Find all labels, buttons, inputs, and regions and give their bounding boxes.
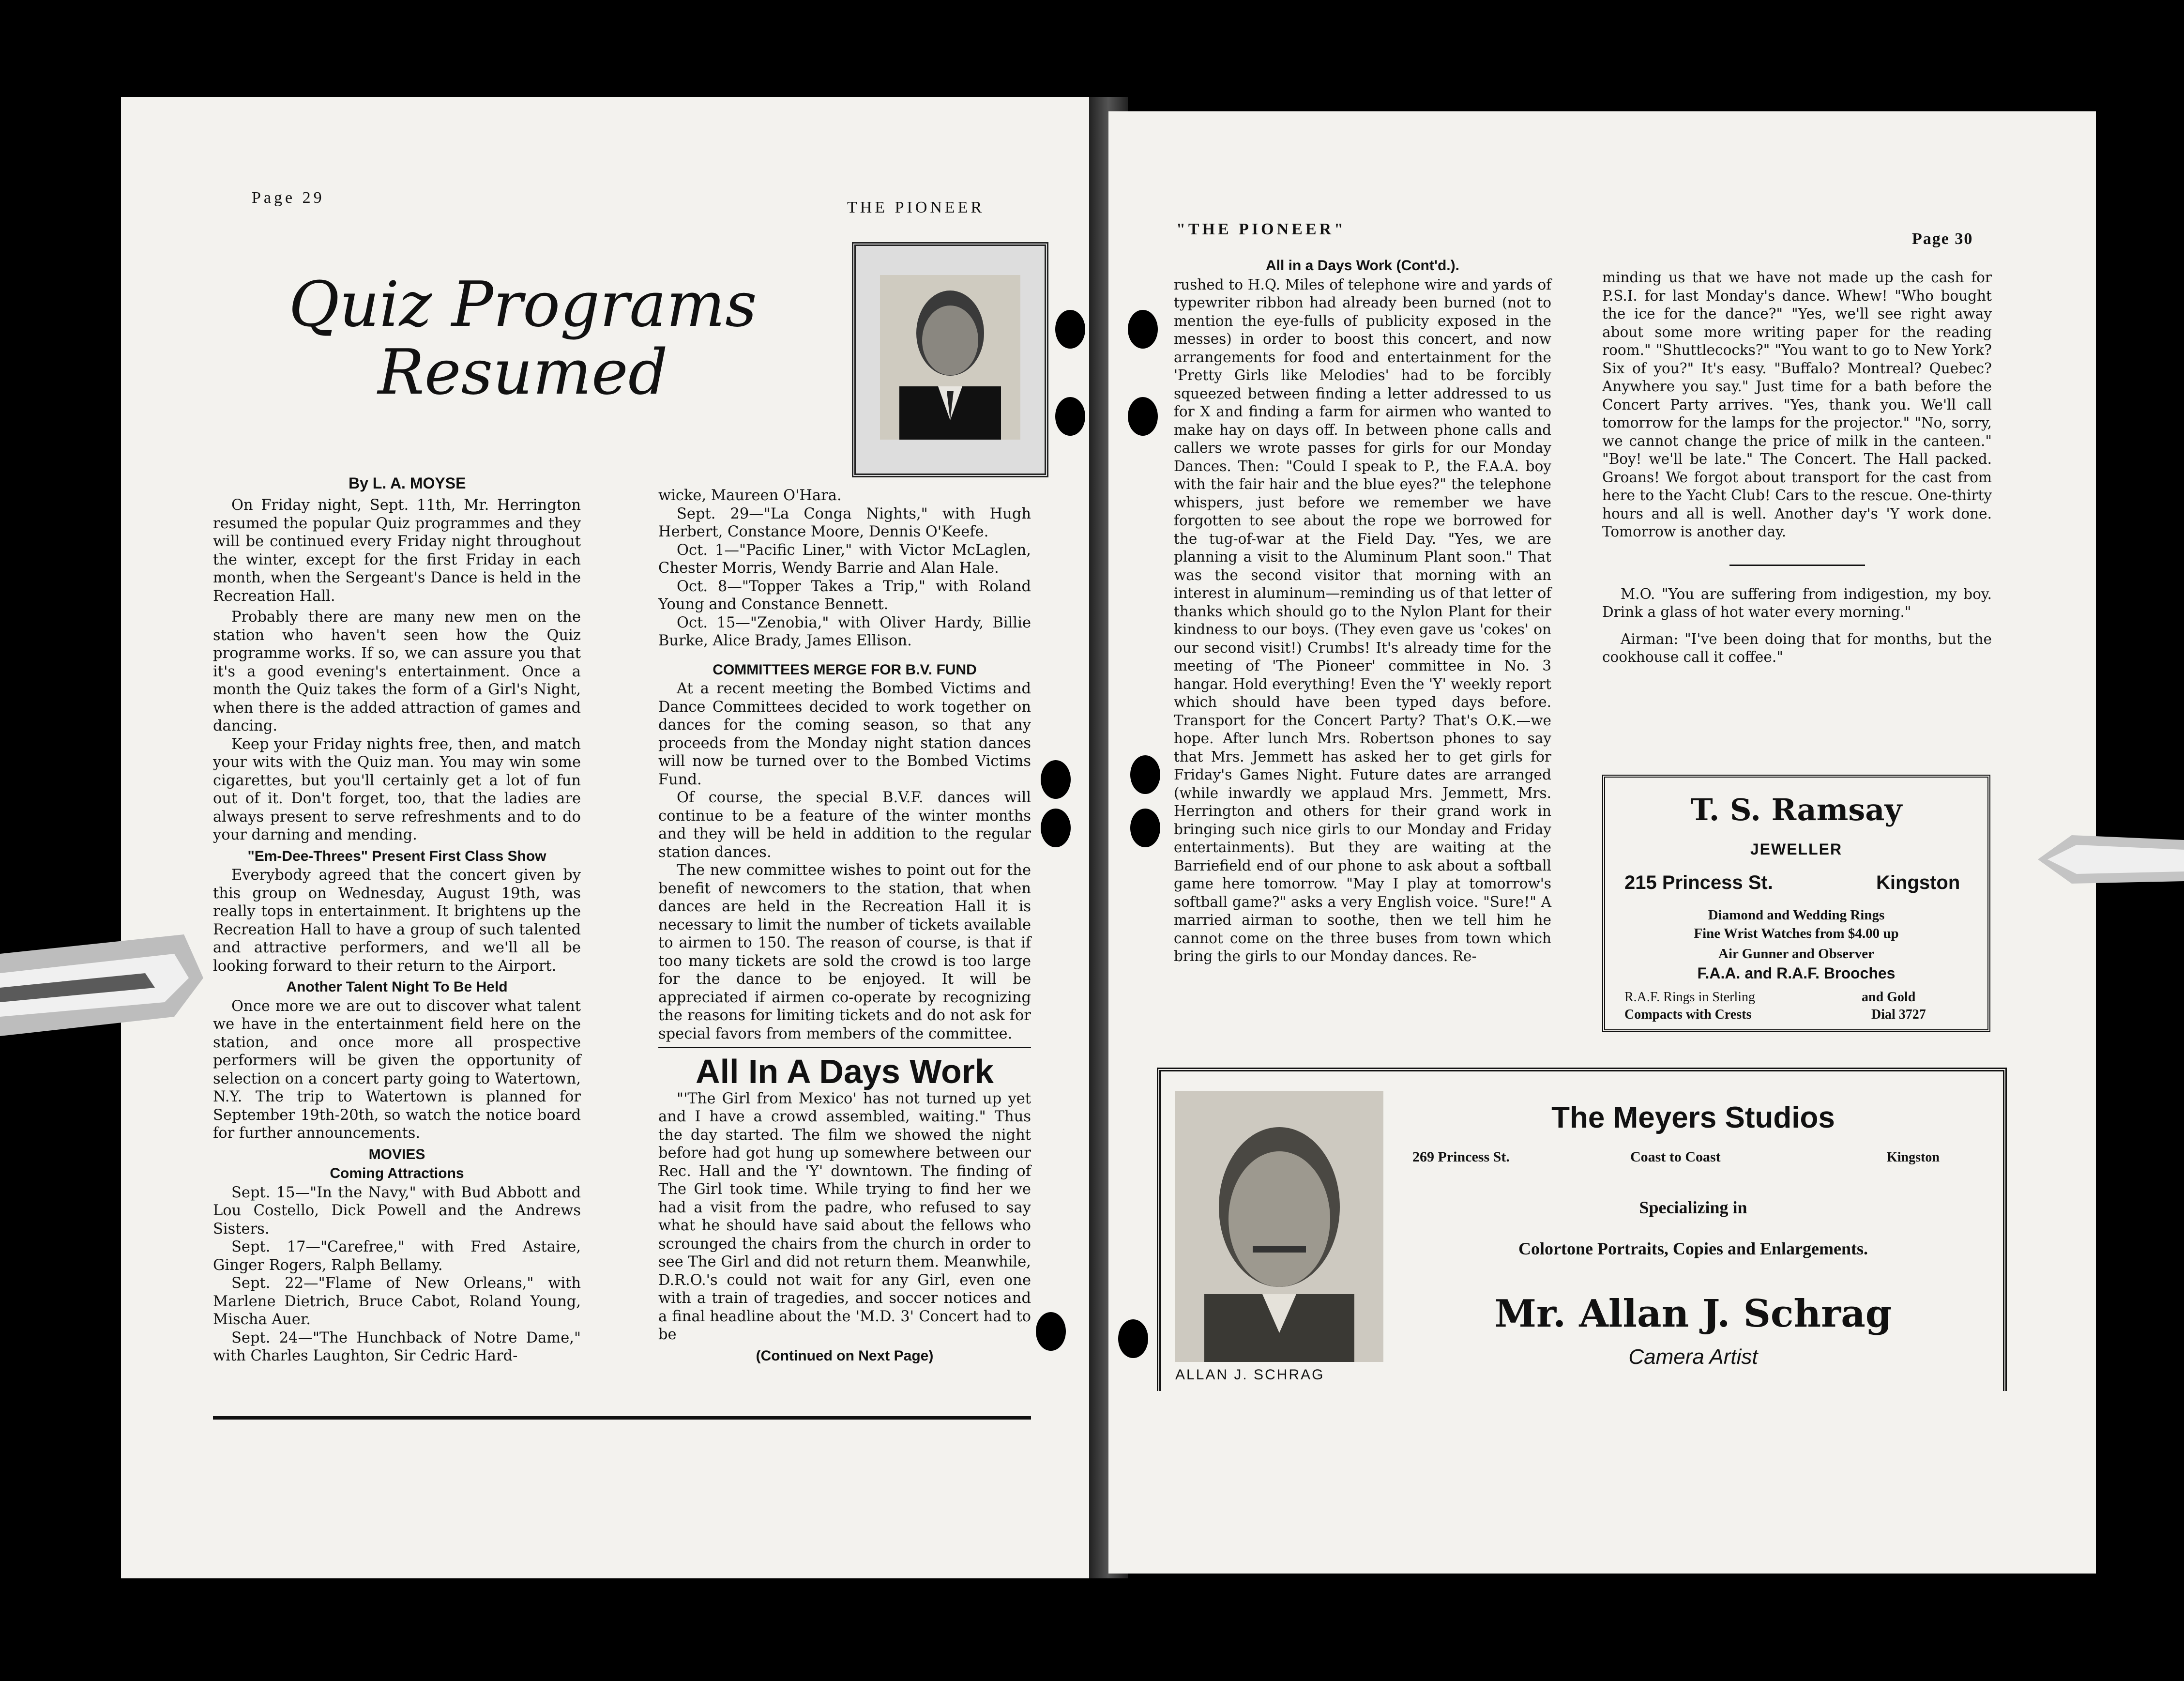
title-line-2: Resumed [378,336,668,409]
studio-name: The Meyers Studios [1551,1101,1835,1134]
left-column-1 [213,496,581,1365]
movie-listing: Oct. 8—"Topper Takes a Trip," with Roland Young and Constance Bennett. [658,578,1031,613]
paragraph: Probably there are many new men on the station who haven't seen how the Quiz programme works. If so, we can assure you that it's a good evening's entertainment. Once a month the Quiz takes the form of a Girl's Night, when there is the added attraction of games and dancing. [213,609,581,734]
ramsay-trade: JEWELLER [1750,840,1843,858]
binder-hole [1055,397,1085,436]
running-header: THE PIONEER [847,199,985,216]
binder-hole [1128,310,1158,349]
artist-role: Camera Artist [1628,1345,1758,1369]
binder-hole [1041,809,1071,847]
paragraph: Everybody agreed that the concert given by this group on Wednesday, August 19th, was really tops in entertainment. It brightens up the Recreation Hall to have a group of such talented and attractive performers, and we'll all be looking forward to their return to the Airport. [213,867,581,975]
movie-listing: Sept. 17—"Carefree," with Fred Astaire, Ginger Rogers, Ralph Bellamy. [213,1238,581,1274]
movie-listing: Sept. 22—"Flame of New Orleans," with Marlene Dietrich, Bruce Cabot, Roland Young, Mischa Auer. [213,1275,581,1328]
left-page [121,97,1104,1578]
paragraph: Once more we are out to discover what talent we have in the entertainment field here on the station, and once more all prospective performers will be given the opportunity of selection on a concert party going to Watertown, N.Y. The trip to Watertown is planned for September 19th-20th, so watch the notice board for further announcements. [213,997,581,1142]
ramsay-phone: Dial 3727 [1871,1007,1926,1022]
movie-listing: Oct. 1—"Pacific Liner," with Victor McLaglen, Chester Morris, Wendy Barrie and Alan Hale. [658,541,1031,577]
ramsay-address: 215 Princess St. [1624,872,1773,893]
ramsay-line: Diamond and Wedding Rings [1708,907,1885,923]
binder-clip-right [2038,828,2184,891]
specializing-label: Specializing in [1639,1198,1747,1217]
paragraph: On Friday night, Sept. 11th, Mr. Herrington resumed the popular Quiz programmes and they will be continued every Friday night throughout the winter, except for the first Friday in each month, when the Sergeant's Dance is held in the Recreation Hall. [213,497,581,605]
divider [1729,565,1865,566]
paragraph: rushed to H.Q. Miles of telephone wire and yards of typewriter ribbon had already been burned (not to mention the eye-fulls of publicity exposed in the messes) in order to boost this concert, and now arrangements for food and entertainment for the 'Pretty Girls like Melodies' had to be forcibly squeezed between finding a letter addressed to us for X and finding a farm for airmen who wanted to make hay on days off. In between phone calls and callers we wrote passes for girls for our Monday Dances. Then: "Could I speak to P., the F.A.A. boy with the fair hair and the blue eyes?" the telephone whispers, just before we remember we have forgotten to see about the rope we borrowed for the tug-of-war at the Field Day. "Yes, we are planning a visit to the Aluminum Plant soon." That was the second visitor that morning with an interest in aluminum—reminding us of that letter of thanks which should go to the Nylon Plant for their kindness to our boys. (They even gave us 'cokes' on our second visit!) Crumbs! It's already time for the meeting of 'The Pioneer' committee in No. 3 hangar. Hold everything! Even the 'Y' weekly report which should have been typed days before. Transport for the Concert Party? That's O.K.—we hope. After lunch Mrs. Robertson phones to say that Mrs. Jemmett has asked her to get girls for Friday's Games Night. Future dates are arranged (while inwardly we applaud Mrs. Jemmett, Mrs. Herrington and others for their grand work in bringing such nice girls to our Monday and Friday entertainments). But they are waiting at the Barriefield end of our phone to ask about a softball game here tomorrow. "May I play at tomorrow's softball game?" asks a very English voice. "Sure!" A married airman to soothe, then we tell him he cannot come on the three buses from town which bring the girls to our Monday dances. Re- [1174,276,1551,964]
divider [658,1047,1031,1048]
byline: By L. A. MOYSE [349,474,466,492]
binder-hole [1118,1319,1148,1358]
left-column-2 [658,487,1031,1366]
subheading: "Em-Dee-Threes" Present First Class Show [247,848,546,864]
paragraph: At a recent meeting the Bombed Victims and Dance Committees decided to work together on dances for the coming season, so that any proceeds from the Monday night station dances will now be turned over to the Bombed Victims Fund. [658,680,1031,788]
movie-listing: Sept. 29—"La Conga Nights," with Hugh Herbert, Constance Moore, Dennis O'Keefe. [658,505,1031,540]
headline: All In A Days Work [696,1053,994,1090]
ramsay-line: R.A.F. Rings in Sterling [1624,990,1756,1005]
ramsay-line: Fine Wrist Watches from $4.00 up [1694,926,1899,941]
joke: Airman: "I've been doing that for months, but the cookhouse call it coffee." [1602,630,1992,665]
ramsay-line: and Gold [1862,990,1916,1005]
artist-name: Mr. Allan J. Schrag [1494,1292,1892,1336]
ramsay-line: F.A.A. and R.A.F. Brooches [1697,964,1896,982]
portrait-photo [880,275,1020,440]
ramsay-line: Compacts with Crests [1624,1007,1752,1022]
right-column-2 [1602,269,1992,667]
running-header: "THE PIONEER" [1176,220,1346,238]
page-number: Page 29 [252,189,325,207]
paragraph: The new committee wishes to point out for the benefit of newcomers to the station, that when dances are held in the Recreation Hall it is necessary to limit the number of tickets available to airmen to 150. The reason of course, is that if too many tickets are sold the crowd is too large for the dance to be enjoyed. It will be appreciated if airmen co-operate by recognizing the reasons for limiting tickets and do not ask for special favors from members of the committee. [658,862,1031,1042]
portrait-frame [852,242,1048,477]
title-line-1: Quiz Programs [288,269,757,341]
ramsay-line: Air Gunner and Observer [1718,946,1874,962]
studio-address: 269 Princess St. [1412,1149,1510,1165]
ramsay-city: Kingston [1876,872,1960,893]
binder-clip-left [0,925,203,1041]
movie-listing: wicke, Maureen O'Hara. [658,487,842,504]
subheading: All in a Days Work (Cont'd.). [1266,258,1459,274]
paragraph: Keep your Friday nights free, then, and match your wits with the Quiz man. You may win some cigarettes, but you'll certainly get a lot of fun out of it. Don't forget, too, that the ladies are always present to serve refreshments and to do your darning and mending. [213,735,581,843]
right-column-1 [1174,257,1551,966]
schrag-photo [1175,1091,1383,1362]
movie-listing: Oct. 15—"Zenobia," with Oliver Hardy, Billie Burke, Alice Brady, James Ellison. [658,614,1031,649]
subheading: Another Talent Night To Be Held [286,979,508,995]
subheading: Coming Attractions [330,1165,464,1181]
ramsay-ad [1602,775,1990,1032]
binder-hole [1128,397,1158,436]
subheading: MOVIES [368,1146,425,1162]
continued-note: (Continued on Next Page) [756,1347,934,1364]
bottom-rule [213,1416,1031,1420]
paragraph: "'The Girl from Mexico' has not turned up yet and I have a crowd assembled, waiting." Thus the day started. The film we showed the night before had got hung up somewhere between our Rec. Hall and the 'Y' downtown. The finding of The Girl took time. While trying to find her we had a visit from the padre, who refused to say what he should have said about the fellows who scrounged the chairs from the church in order to see The Girl and did not return them. Meanwhile, D.R.O.'s could not wait for any Girl, even one with a train of tragedies, and soccer notices and a final headline about the 'M.D. 3' Concert had to be [658,1090,1031,1343]
joke: M.O. "You are suffering from indigestion, my boy. Drink a glass of hot water every morning." [1602,585,1992,620]
page-number: Page 30 [1912,230,1973,248]
studio-services: Colortone Portraits, Copies and Enlargements. [1518,1239,1868,1258]
movie-listing: Sept. 24—"The Hunchback of Notre Dame," with Charles Laughton, Sir Cedric Hard- [213,1329,581,1364]
binder-hole [1041,760,1071,799]
subheading: COMMITTEES MERGE FOR B.V. FUND [713,661,977,678]
right-page [1108,111,2096,1574]
ramsay-name: T. S. Ramsay [1690,792,1902,827]
studio-coverage: Coast to Coast [1630,1149,1721,1165]
paragraph: minding us that we have not made up the cash for P.S.I. for last Monday's dance. Whew! "Who bought the ice for the dance?" "Yes, we'll see right away about some more writing paper for the reading room." "Shuttlecocks?" "You want to go to New York? Six of you?" It's easy. "Buffalo? Montreal? Quebec? Anywhere you say." Just time for a bath before the Concert Party arrives. "Yes, thank you. We'll call tomorrow for the lamps for the projector." "No, sorry, we cannot change the price of milk in the canteen." "Boy! we'll be late." The Concert. The Hall packed. Groans! We forgot about transport for the cast from here to the Yacht Club! Cars to the rescue. One-thirty hours and all is well. Another day's 'Y work done. Tomorrow is another day. [1602,269,1992,540]
meyers-ad [1157,1068,2007,1391]
article-title [208,271,837,407]
movie-listing: Sept. 15—"In the Navy," with Bud Abbott and Lou Costello, Dick Powell and the Andrews Sisters. [213,1184,581,1238]
studio-city: Kingston [1887,1150,1940,1165]
photo-caption: ALLAN J. SCHRAG [1175,1367,1325,1383]
binder-hole [1055,310,1085,349]
binder-hole [1130,755,1160,794]
binder-hole [1130,809,1160,847]
paragraph: Of course, the special B.V.F. dances will continue to be a feature of the winter months and they will be held in addition to the regular station dances. [658,789,1031,861]
binder-hole [1036,1312,1066,1351]
